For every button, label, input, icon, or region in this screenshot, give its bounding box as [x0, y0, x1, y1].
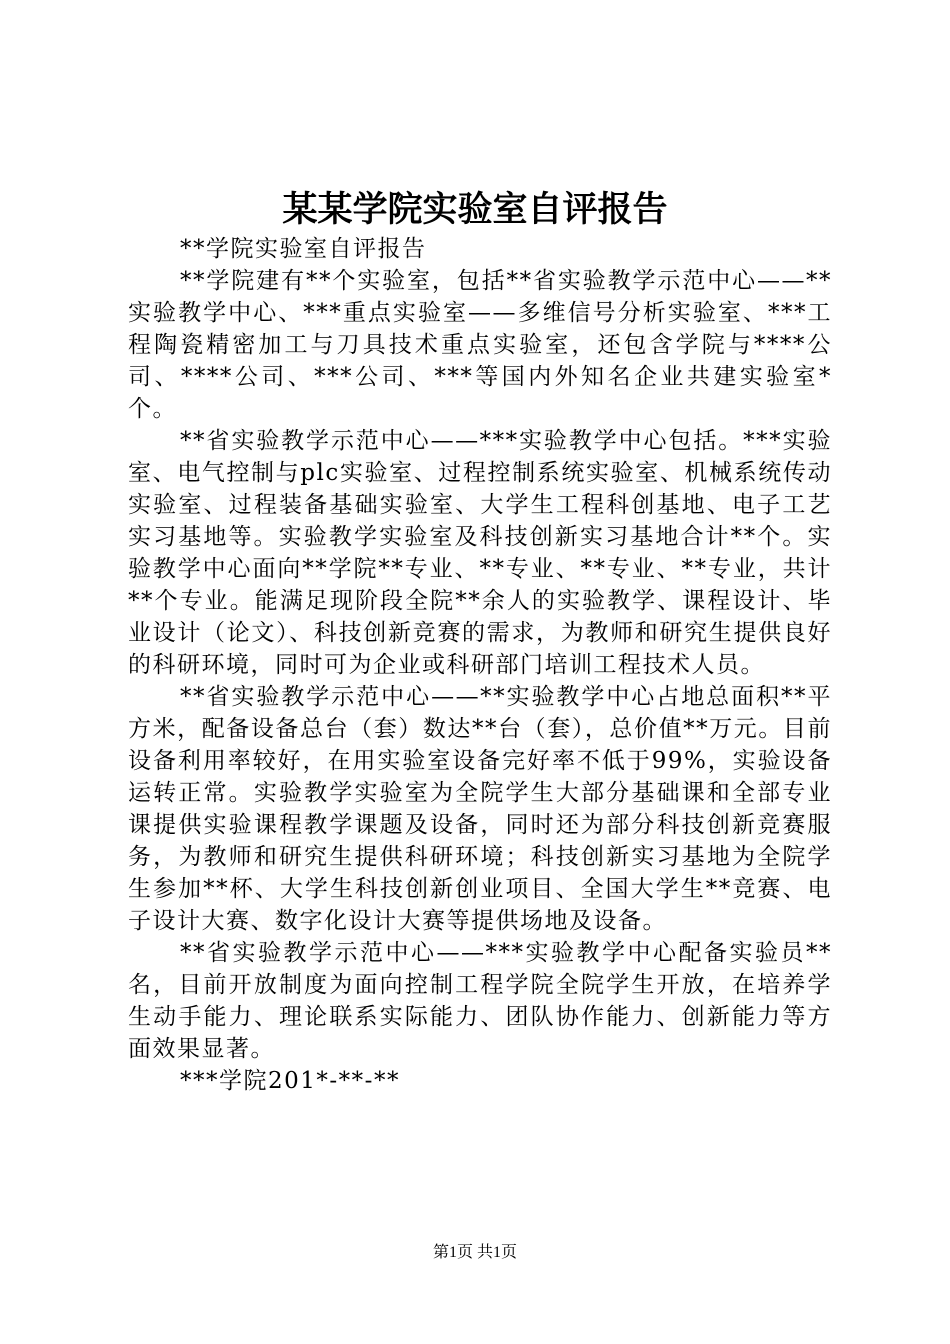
document-title: 某某学院实验室自评报告 — [282, 189, 668, 230]
signature-date: ***学院201*-**-** — [180, 1068, 400, 1094]
body-paragraph: **学院建有**个实验室，包括**省实验教学示范中心——**实验教学中心、***重点实验室——多维信号分析实验室、***工程陶瓷精密加工与刀具技术重点实验室，还包含学院与****公司、****公司、***公司、***等国内外知名企业共建实验室*个。 — [128, 268, 832, 422]
page-number-footer: 第1页 共1页 — [432, 1244, 517, 1261]
body-paragraph: **省实验教学示范中心——**实验教学中心占地总面积**平方米，配备设备总台（套）数达**台（套），总价值**万元。目前设备利用率较好，在用实验室设备完好率不低于99%，实验设备运转正常。实验教学实验室为全院学生大部分基础课和全部专业课提供实验课程教学课题及设备，同时还为部分科技创新竞赛服务，为教师和研究生提供科研环境；科技创新实习基地为全院学生参加**杯、大学生科技创新创业项目、全国大学生**竞赛、电子设计大赛、数字化设计大赛等提供场地及设备。 — [128, 684, 832, 934]
document-body — [128, 233, 832, 1097]
body-paragraph: **省实验教学示范中心——***实验教学中心配备实验员**名，目前开放制度为面向控制工程学院全院学生开放，在培养学生动手能力、理论联系实际能力、团队协作能力、创新能力等方面效果显著。 — [128, 940, 832, 1062]
body-paragraph: **省实验教学示范中心——***实验教学中心包括。***实验室、电气控制与plc实验室、过程控制系统实验室、机械系统传动实验室、过程装备基础实验室、大学生工程科创基地、电子工艺实习基地等。实验教学实验室及科技创新实习基地合计**个。实验教学中心面向**学院**专业、**专业、**专业、**专业，共计**个专业。能满足现阶段全院**余人的实验教学、课程设计、毕业设计（论文）、科技创新竞赛的需求，为教师和研究生提供良好的科研环境，同时可为企业或科研部门培训工程技术人员。 — [128, 428, 832, 678]
subtitle-paragraph: **学院实验室自评报告 — [180, 236, 427, 262]
